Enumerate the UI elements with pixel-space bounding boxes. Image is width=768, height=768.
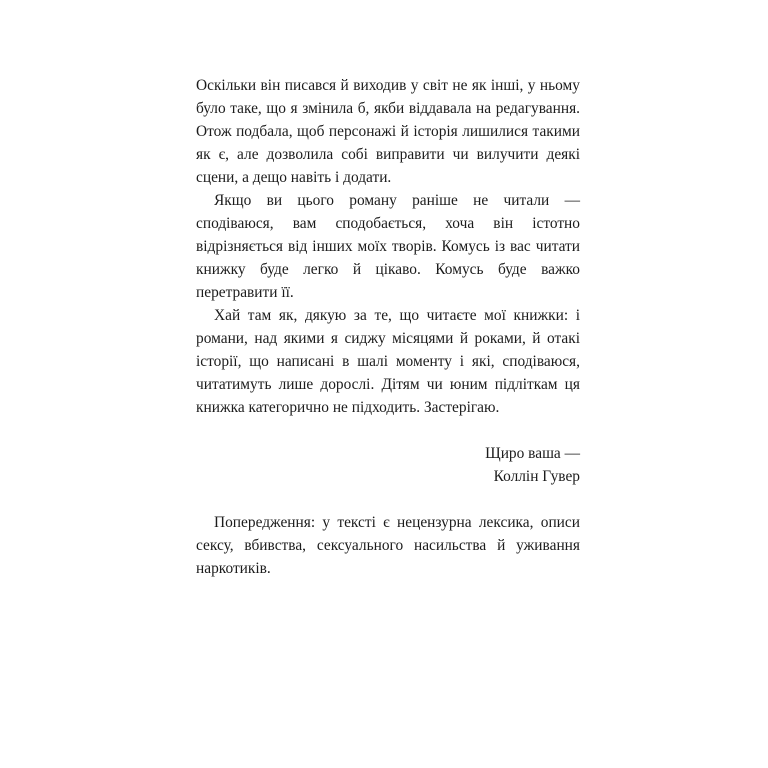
signature — [196, 442, 580, 488]
paragraph-2: Якщо ви цього роману раніше не читали — сподіваюся, вам сподобається, хоча він істотно відрізняється від інших моїх творів. Комусь із вас читати книжку буде легко й цікаво. Комусь буде важко перетравити її. — [196, 192, 580, 301]
content-warning: Попередження: у тексті є нецензурна лексика, описи сексу, вбивства, сексуального насильства й уживання наркотиків. — [196, 514, 580, 577]
signature-closing: Щиро ваша — — [485, 445, 580, 462]
paragraph-1: Оскільки він писався й виходив у світ не як інші, у ньому було таке, що я змінила б, якби віддавала на редагування. Отож подбала, щоб персонажі й історія лишилися такими як є, але дозволила собі виправити чи вилучити деякі сцени, а дещо навіть і додати. — [196, 77, 580, 186]
signature-author: Коллін Гувер — [493, 468, 580, 485]
page-text — [196, 74, 580, 580]
paragraph-3: Хай там як, дякую за те, що читаєте мої книжки: і романи, над якими я сиджу місяцями й роками, й отакі історії, що написані в шалі моменту і які, сподіваюся, читатимуть лише дорослі. Дітям чи юним підліткам ця книжка категорично не підходить. Застерігаю. — [196, 307, 580, 416]
